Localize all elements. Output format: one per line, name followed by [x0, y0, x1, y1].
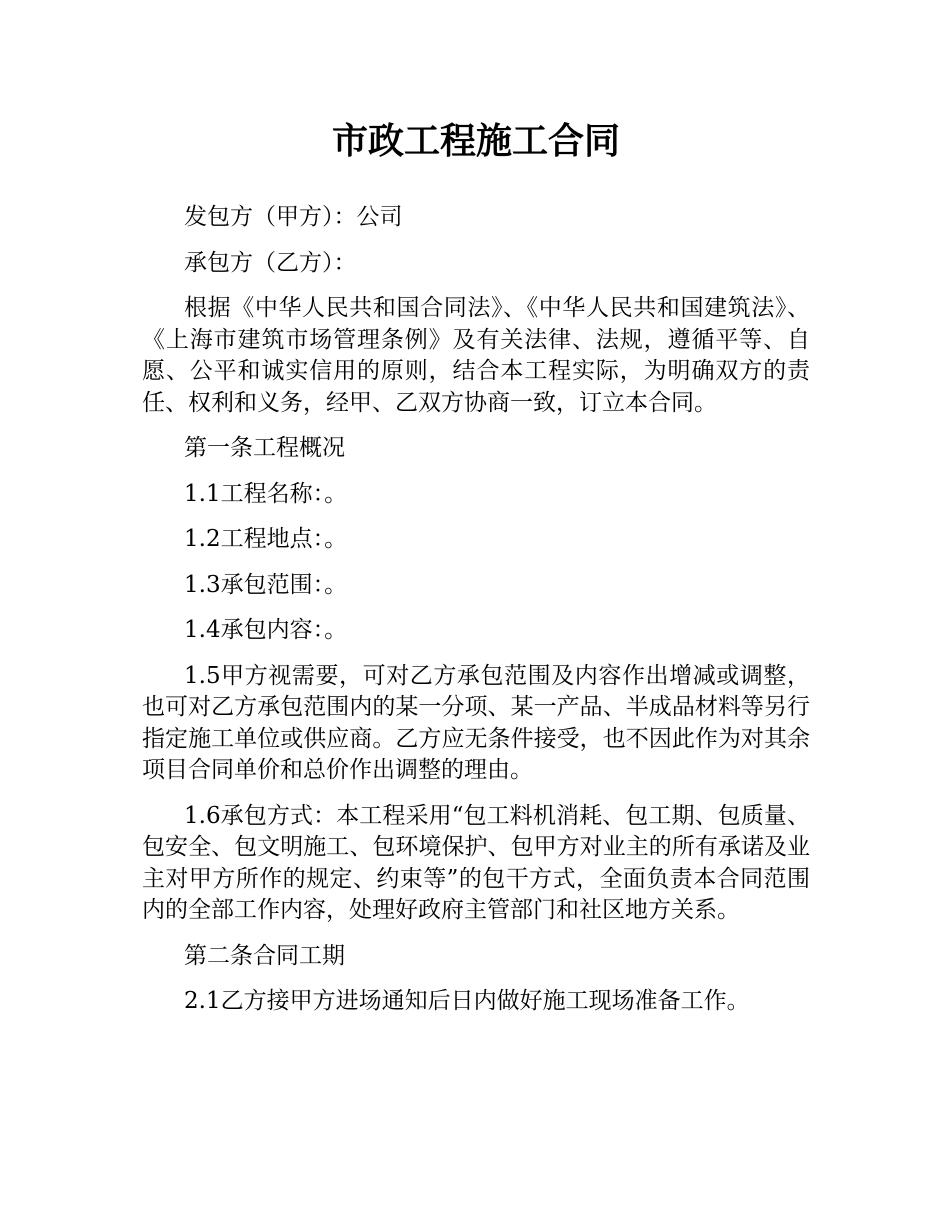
party-a-line: 发包方（甲方）：公司 — [184, 204, 403, 230]
clause-1-6: 1.6承包方式：本工程采用“包工料机消耗、包工期、包质量、包安全、包文明施工、包环境保护、包甲方对业主的所有承诺及业主对甲方所作的规定、约束等”的包干方式，全面负责本合同范围内的全部工作内容，处理好政府主管部门和社区地方关系。 — [142, 802, 810, 923]
preamble-paragraph: 根据《中华人民共和国合同法》、《中华人民共和国建筑法》、《上海市建筑市场管理条例》及有关法律、法规，遵循平等、自愿、公平和诚实信用的原则，结合本工程实际，为明确双方的责任、权利和义务，经甲、乙双方协商一致，订立本合同。 — [142, 295, 810, 416]
clause-1-3: 1.3承包范围：。 — [184, 571, 348, 598]
article-2-heading: 第二条合同工期 — [184, 942, 345, 969]
article-1-heading: 第一条工程概况 — [184, 435, 345, 461]
document-title: 市政工程施工合同 — [331, 121, 620, 162]
document-page — [142, 118, 810, 1032]
clause-1-4: 1.4承包内容：。 — [184, 617, 348, 643]
clause-1-5: 1.5甲方视需要，可对乙方承包范围及内容作出增减或调整，也可对乙方承包范围内的某一分项、某一产品、半成品材料等另行指定施工单位或供应商。乙方应无条件接受，也不因此作为对其余项目合同单价和总价作出调整的理由。 — [142, 662, 810, 783]
party-b-line: 承包方（乙方）： — [184, 249, 357, 276]
clause-2-1: 2.1乙方接甲方进场通知后日内做好施工现场准备工作。 — [184, 988, 750, 1014]
clause-1-1: 1.1工程名称：。 — [184, 480, 348, 507]
clause-1-2: 1.2工程地点：。 — [184, 526, 348, 552]
